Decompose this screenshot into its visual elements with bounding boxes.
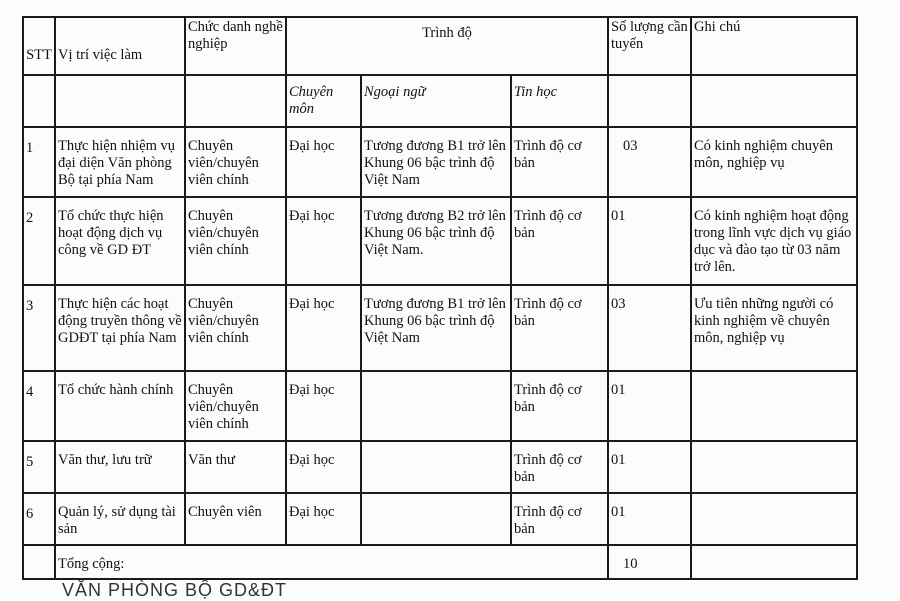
footer-heading-fragment: VĂN PHÒNG BỘ GD&ĐT — [62, 580, 288, 600]
header-row — [23, 17, 857, 75]
subheader-empty-ghi-chu — [691, 75, 857, 127]
cell-so-luong: 03 — [608, 127, 691, 197]
cell-tin-hoc: Trình độ cơ bản — [511, 197, 608, 285]
cell-chuyen-mon: Đại học — [286, 285, 361, 371]
cell-stt: 1 — [23, 127, 55, 197]
header-trinh-do: Trình độ — [286, 17, 608, 75]
cell-tin-hoc: Trình độ cơ bản — [511, 493, 608, 545]
table-row — [23, 197, 857, 285]
cell-ngoai-ngu — [361, 493, 511, 545]
cell-vi-tri: Tổ chức thực hiện hoạt động dịch vụ công về GD ĐT — [55, 197, 185, 285]
cell-chuc-danh: Chuyên viên/chuyên viên chính — [185, 197, 286, 285]
cell-ngoai-ngu: Tương đương B1 trở lên Khung 06 bậc trình độ Việt Nam — [361, 285, 511, 371]
cell-chuyen-mon: Đại học — [286, 441, 361, 493]
cell-so-luong: 01 — [608, 493, 691, 545]
header-stt: STT — [23, 17, 55, 75]
table-row — [23, 371, 857, 441]
cell-chuyen-mon: Đại học — [286, 493, 361, 545]
subheader-empty-so-luong — [608, 75, 691, 127]
total-empty-stt — [23, 545, 55, 579]
cell-vi-tri: Thực hiện các hoạt động truyền thông về GDĐT tại phía Nam — [55, 285, 185, 371]
cell-ghi-chu: Ưu tiên những người có kinh nghiệm về chuyên môn, nghiệp vụ — [691, 285, 857, 371]
cell-tin-hoc: Trình độ cơ bản — [511, 371, 608, 441]
cell-chuyen-mon: Đại học — [286, 197, 361, 285]
cell-ghi-chu: Có kinh nghiệm hoạt động trong lĩnh vực dịch vụ giáo dục và đào tạo từ 03 năm trở lên. — [691, 197, 857, 285]
cell-vi-tri: Văn thư, lưu trữ — [55, 441, 185, 493]
subheader-chuyen-mon: Chuyên môn — [286, 75, 361, 127]
table-row — [23, 441, 857, 493]
cell-ghi-chu: Có kinh nghiệm chuyên môn, nghiệp vụ — [691, 127, 857, 197]
cell-chuc-danh: Chuyên viên/chuyên viên chính — [185, 127, 286, 197]
cell-ghi-chu — [691, 493, 857, 545]
cell-chuc-danh: Chuyên viên — [185, 493, 286, 545]
cell-chuc-danh: Chuyên viên/chuyên viên chính — [185, 371, 286, 441]
cell-ngoai-ngu — [361, 371, 511, 441]
subheader-empty-vi-tri — [55, 75, 185, 127]
cell-vi-tri: Quản lý, sử dụng tài sản — [55, 493, 185, 545]
subheader-empty-stt — [23, 75, 55, 127]
cell-chuyen-mon: Đại học — [286, 371, 361, 441]
cell-ghi-chu — [691, 441, 857, 493]
cell-ngoai-ngu — [361, 441, 511, 493]
total-row — [23, 545, 857, 579]
total-empty-ghi-chu — [691, 545, 857, 579]
total-value: 10 — [608, 545, 691, 579]
cell-so-luong: 01 — [608, 197, 691, 285]
subheader-row — [23, 75, 857, 127]
cell-stt: 2 — [23, 197, 55, 285]
cell-tin-hoc: Trình độ cơ bản — [511, 285, 608, 371]
header-ghi-chu: Ghi chú — [691, 17, 857, 75]
cell-ngoai-ngu: Tương đương B2 trở lên Khung 06 bậc trình độ Việt Nam. — [361, 197, 511, 285]
cell-tin-hoc: Trình độ cơ bản — [511, 127, 608, 197]
cell-chuc-danh: Văn thư — [185, 441, 286, 493]
subheader-empty-chuc-danh — [185, 75, 286, 127]
cell-stt: 6 — [23, 493, 55, 545]
cell-tin-hoc: Trình độ cơ bản — [511, 441, 608, 493]
header-chuc-danh: Chức danh nghề nghiệp — [185, 17, 286, 75]
header-so-luong: Số lượng cần tuyển — [608, 17, 691, 75]
cell-stt: 5 — [23, 441, 55, 493]
cell-vi-tri: Tổ chức hành chính — [55, 371, 185, 441]
subheader-ngoai-ngu: Ngoại ngữ — [361, 75, 511, 127]
cell-stt: 4 — [23, 371, 55, 441]
cell-chuc-danh: Chuyên viên/chuyên viên chính — [185, 285, 286, 371]
cell-so-luong: 01 — [608, 441, 691, 493]
total-label: Tổng cộng: — [55, 545, 608, 579]
table-row — [23, 127, 857, 197]
cell-ghi-chu — [691, 371, 857, 441]
cell-vi-tri: Thực hiện nhiệm vụ đại diện Văn phòng Bộ tại phía Nam — [55, 127, 185, 197]
header-vi-tri: Vị trí việc làm — [55, 17, 185, 75]
cell-chuyen-mon: Đại học — [286, 127, 361, 197]
table-row — [23, 493, 857, 545]
cell-stt: 3 — [23, 285, 55, 371]
recruitment-table — [22, 16, 858, 580]
subheader-tin-hoc: Tin học — [511, 75, 608, 127]
table-row — [23, 285, 857, 371]
cell-so-luong: 01 — [608, 371, 691, 441]
cell-so-luong: 03 — [608, 285, 691, 371]
cell-ngoai-ngu: Tương đương B1 trở lên Khung 06 bậc trình độ Việt Nam — [361, 127, 511, 197]
